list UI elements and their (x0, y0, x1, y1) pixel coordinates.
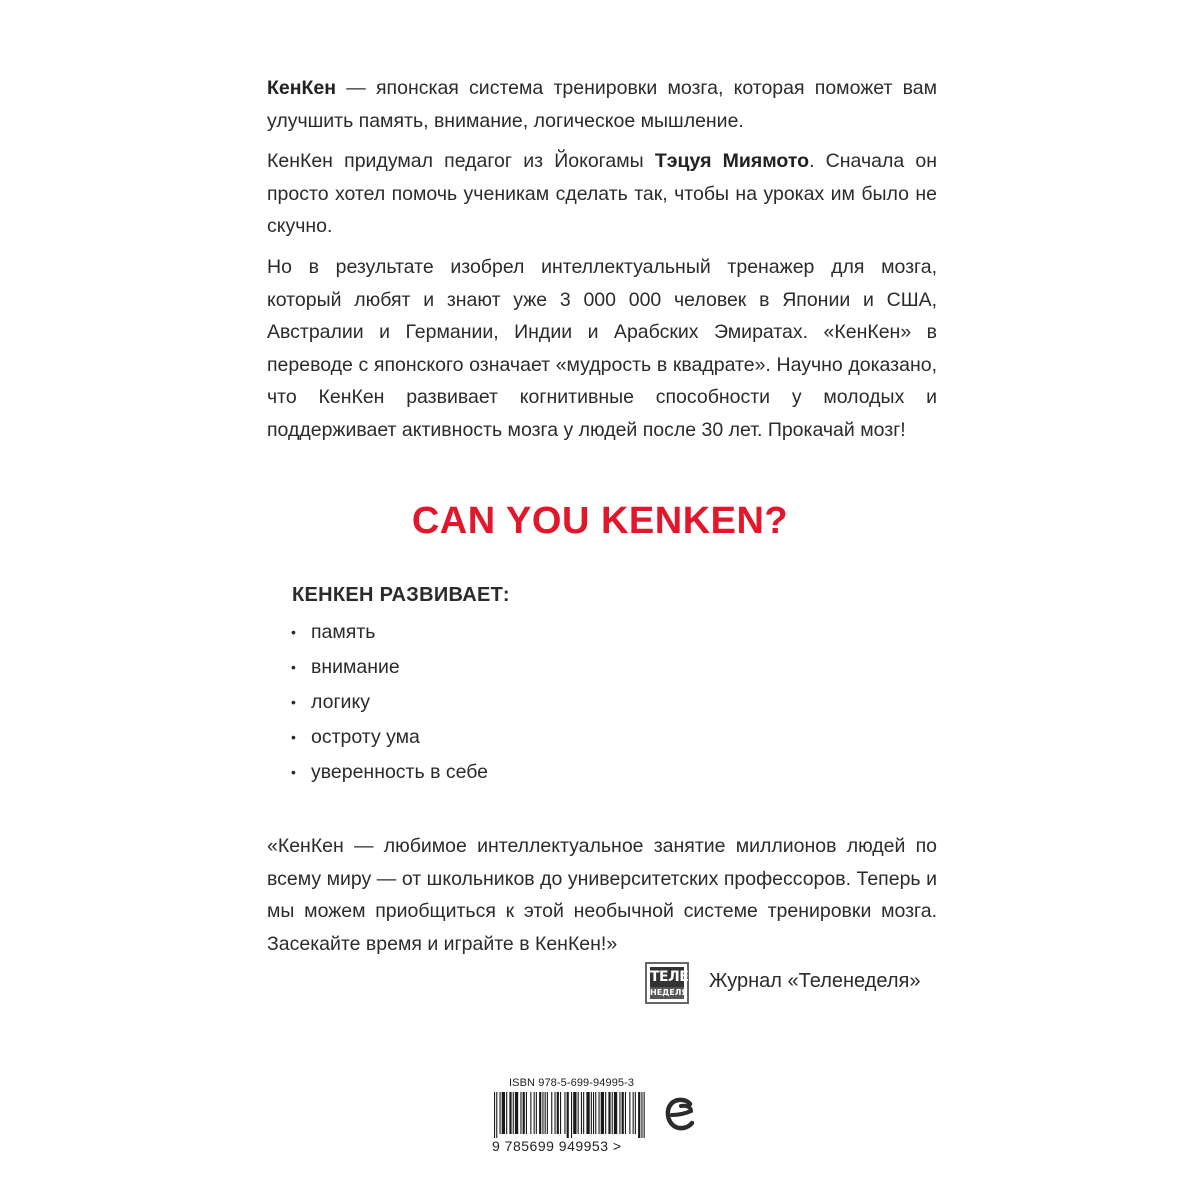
list-item-label: логику (311, 691, 370, 713)
list-item-label: уверенность в себе (311, 761, 489, 783)
list-item-label: остроту ума (311, 726, 420, 748)
intro-paragraph-3: Но в результате изобрел интеллектуальный тренажер для мозга, который любят и знают уже 3 000 000 человек в Японии и США, Австралии и Германии, Индии и Арабских Эмиратах. «КенКен» в переводе с японского означает «мудрость в квадрате». Научно доказано, что КенКен развивает когнитивные способности у молодых и поддерживает активность мозга у людей после 30 лет. Прокачай мозг! (267, 256, 937, 441)
barcode-digits: 9 785699 949953 > (492, 1138, 622, 1154)
list-item (287, 615, 488, 650)
develops-list (287, 615, 488, 790)
intro-paragraph-2 (267, 145, 937, 243)
quote-source-text: Журнал «Теленеделя» (709, 970, 921, 992)
bullet-icon: • (291, 694, 296, 710)
list-item (287, 755, 488, 790)
intro-p1-text: — японская система тренировки мозга, которая поможет вам улучшить память, внимание, логическое мышление. (267, 77, 937, 132)
teleneDelya-logo-icon (645, 962, 689, 1004)
review-quote: «КенКен — любимое интеллектуальное занятие миллионов людей по всему миру — от школьников до университетских профессоров. Теперь и мы можем приобщиться к этой необычной системе тренировки мозга. Засекайте время и играйте в КенКен!» (267, 835, 937, 955)
list-item (287, 650, 488, 685)
slogan-heading: CAN YOU KENKEN? (411, 500, 789, 542)
logo-bottom-text: НЕДЕЛЯ (650, 988, 688, 997)
bullet-icon: • (291, 764, 296, 780)
kenken-bold: КенКен (267, 77, 337, 99)
author-name: Тэцуя Миямото (654, 150, 810, 172)
quote-source (645, 962, 945, 1010)
list-item-label: внимание (311, 656, 400, 678)
develops-title: КЕНКЕН РАЗВИВАЕТ: (292, 584, 510, 606)
list-item (287, 720, 488, 755)
list-item (287, 685, 488, 720)
list-item-label: память (311, 621, 376, 643)
isbn-text: ISBN 978-5-699-94995-3 (509, 1077, 635, 1089)
bullet-icon: • (291, 659, 296, 675)
eksmo-logo-icon (664, 1096, 696, 1132)
intro-p2-start: КенКен придумал педагог из Йокогамы (267, 150, 655, 172)
bullet-icon: • (291, 729, 296, 745)
barcode-icon (492, 1092, 646, 1138)
intro-paragraph-1 (267, 72, 937, 137)
bullet-icon: • (291, 624, 296, 640)
intro-p2-end: . Сначала он просто хотел помочь ученикам сделать так, чтобы на уроках им было не скучно. (267, 150, 937, 237)
logo-top-text: ТЕЛЕ (650, 969, 689, 985)
